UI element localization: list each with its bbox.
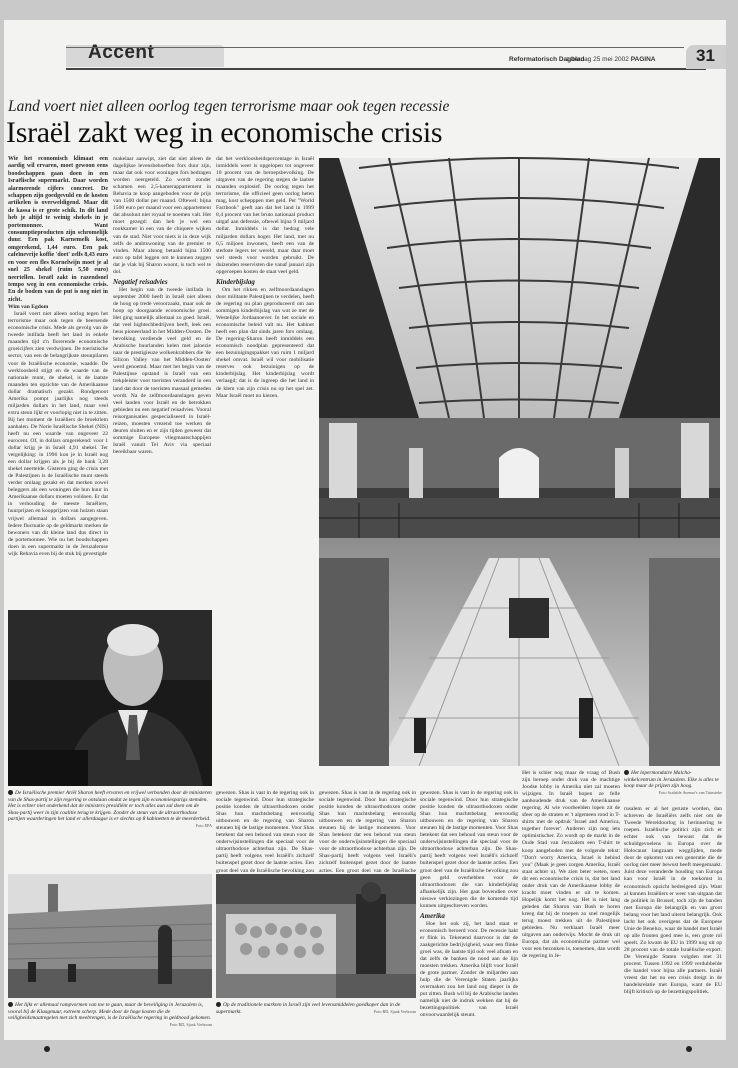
article-intro: Wie het economisch klimaat een aardig wil ervaren, moet gewoon eens boodschappen gaan doen in een Israëlische supermarkt. Daar worden alarmerende cijfers concreet. De schappen zijn goedgevuld en de kosten artikelen is overweldigend. Maar dit de kassa is er grote schik. In dit land heb je altijd te weinig shekels in je portemonnee. Want consumptieproducten zijn schromelijk duur. Een pak Karnemelk kost, omgerekend, 1,44 euro. Een pak cafeïnevrije koffie 'doet' zelfs 8,43 euro en voor een fles Kornelwijn moet je al snel 25 shekel (ruim 5,50 euro) neertellen. Israël zakt in razendsnel tempo weg in een economische crisis. En de bodem van de put is nog niet in zicht. [8, 156, 108, 303]
column-4-text-b: gewezen. Shas is vast in de regering ook in sociale tegenwind. Door hun strategische positie konden de ultraorthodoxen onder Shas hun machtsbelang eenvoudig uitbouwen en de regering van Sharon steunen bij de lastige momenten. Voor Shas betekent dat een behoud van steun voor de onderwijsinstellingen die speciaal voor de ultraorthodoxe achterban zijn. De Shas-partij heeft volgens veel Israëli's zichzelf buitenspel gezet door de laatste acties. Een groot deel van de Israëlische bevolking zou geen geld overhebben voor de ultraorthodoxen die van kinderbijslag afhankelijk zijn. Het gaat bovendien over nieuwe verkiezingen die de komende tijd kunnen uitgeschreven worden. [420, 790, 518, 909]
newspaper-page [4, 20, 726, 1040]
article-headline: Israël zakt weg in economische crisis [6, 116, 443, 149]
wall-credit: Foto RD, Sjaak Verboom [169, 1021, 212, 1027]
market-caption [216, 1002, 416, 1038]
caption-bullet [624, 770, 629, 775]
date-text: zaterdag 25 mei 2002 [566, 56, 629, 63]
wall-photo [8, 874, 212, 998]
sharon-photo [8, 610, 212, 786]
mall-caption-text: Het lopermondaire Malcha-winkelcentrum in Jeruzalem. Elke is alles te koop maar de prijzen zijn hoog. [624, 770, 719, 790]
column-2-text: makelaar aanwipt, ziet dat niet alleen de dagelijkse levensbehoeften fors duur zijn, maar dat ook voor woningen fors bedragen worden neergeteld. Zo wordt zonder schamen een 2,5-kamerappartement in Rehavia te koop aangeboden voor de prijs van 1500 dollar per maand. Oftewel: bijna 1500 euro per maand voor een appartement dat absoluut niet royaal te noemen valt. Het moet gezegd: dan heb je wel een rookkamer in een van de chiquere wijken van de stad. Niet voor niets is in deze wijk zelfs de ambtswoning van de premier te vinden. Maar alsnog betaald bijna 1500 euro op tafel leggen om te kunnen zeggen dat je vlak bij Sharon woont, is toch wel te dol. [113, 156, 211, 275]
column-3 [216, 156, 314, 752]
column-6-text: Het is schier nog maar de vraag of Bush zijn beroep onder druk van de machtige Joodse lobby in Amerika niet zal moeten wijzigen. In Israël hopen ze felle aanhoudende druk van de Amerikaanse regering. Al wie voorbeelden lopen zit de sfeer op de straten er 't algemeen rond in T-shirts met de opdruk 'Israel and America, together forever'. Anderen zijn nog iets optimistischer. Zo wordt op de markt in de Oude Stad van Jeruzalem een T-shirt te koop aangeboden met de volgende tekst: "Don't worry America, Israel is behind you" (Maak je geen zorgen Amerika, Israël staat achter u). We zien beter weten, toen dit een economische crisis is, dat het land onder druk van de Amerikaanse lobby de kracht moet vinden er uit te komen. Hopelijk komt het nog. Het is niet lang geleden dat Sharon van Bush te horen kreeg dat hij de troepen zo snel mogelijk terug moest trekken uit de Palestijnse gebieden. Nu verklaart Israël meer uitgaven aan onderwijs. Mocht de druk uit Europa, dat als economische partner wel voor een bezonken is, toenemen, dan wordt de regering in Je- [522, 770, 620, 960]
column-2-text-b: Het begin van de tweede intifada in september 2000 heeft in Israël niet alleen de hoog op trede veroorzaakt, maar ook de hoop op doorgaande economische groei. Het ging namelijk allemaal zo goed. Israël, dat veel hightechbedrijven heeft, leek een heus pioneerland in het Midden-Oosten. De bevolking verdiende veel geld en de Arabische buurlanden kelen met jaloezie naar de prestigieuze wolkenkrabbers die 'de Silicon Valley van het Midden-Oosten' werd genoemd. Maar met het begin van de Palestijnse opstand is Israël van een trekpleister voor toeristen veranderd in een land dat door de toeristen massaal gemeden wordt. Na de zelfmoordaanslagen geven veel landen voor Israël en de betrokken gebieden nu een negatief reisadvies. Vooral reisorganisaties gespecialiseerd in Israël-reizen, moesten vrezend toe werken de deuren sluiten en er zijn tijden geweest dat sommige Europese vliegmaatschappijen Israël vanuit Tel Aviv via speciaal bereikbaar waren. [113, 286, 211, 455]
column-1-text: Israël voert niet alleen oorlog tegen het terrorisme maar ook tegen de heersende economische crisis. Mede als gevolg van de tweede intifada heeft het land in enkele maanden tijd z'n florerende economische groeicijfers zien verdwijnen. De toeristische sector, van een de belangrijkste steunpilaren voor de Israëlische economie, waadde. De werkloosheid stijgt en de waarde van de nationale munt, de shekel, is de laatste maanden ten opzichte van de Amerikaanse dollar dramatisch gezakt. Rondgenoot Amerika pompt jaarlijks nog steeds miljarden dollars in het land, maar veel extra steun lijkt er voorlopig niet in te zitten. Bij het moment de Israëliers de broekriem aanhalen. De Norie Israëlische Shekel (NIS) heeft nu een waarde van ongeveer 22 eurocent. Of, in dollars omgerekend: voor 1 dollar krijg je in Israël 4,91 shekel. Ter vergelijking: in 1996 kon je in Israël nog een dollar krijgen als je bij de bank 3,28 shekel neertelde. Gisteren ging de crisis met de Palestijnen is de Israëlische munt steeds verder omlaag gezakt en dat merken zowel beleggers als een woningen die hun huur in Amerikaanse dollars moeten voldoen. Er dat in verhouding de meeste Israëliers, huurprijzen en koopprijzen van huizen staan vrijwel allemaal in dollars aangegeven. Iedere fluctuatie op de geldmarkt merken de bewoners van dit kleine land dus direct in de portemonnee. Wie nu het boodschappen doen in een supermarkt in de Jeruzalemse wijk Rehavia even bij de stuk bij gevestigde [8, 311, 108, 557]
article-kicker: Land voert niet alleen oorlog tegen terrorisme maar ook tegen recessie [8, 98, 450, 115]
column-4-text: gewezen. Shas is vast in de regering ook in sociale tegenwind. Door hun strategische positie konden de ultraorthodoxen onder Shas hun machtsbelang eenvoudig uitbouwen en de regering van Sharon steunen bij de lastige momenten. Voor Shas betekent dat een behoud van steun voor de onderwijsinstellingen die speciaal voor de ultraorthodoxe achterban zijn. De Shas-partij heeft volgens veel Israëli's zichzelf buitenspel gezet door de laatste acties. Een groot deel van de Israëlische [319, 790, 416, 874]
subhead-amerika: Amerika [420, 911, 445, 920]
mall-photo [319, 158, 720, 766]
column-3-text: dat het werkloosheidspercentage in Israël inmiddels weer is opgelopen tot ongeveer 10 procent van de beroepsbevolking. De uitgaven van de regering stegen de laatste maanden explosief. De oorlog tegen het terrorisme, die officieel geen oorlog heten mag, kost schepppen met geld. Per "World Factbook" geeft aan dat het land in 1999 8,4 procent van het bruto nationaal product uitgaf aan defensie, oftewel bijna 9 miljard dollar. Inmiddels is dat bedrag vele miljarden dollars hoger. Het land, met nu 6,5 miljoen inwoners, heeft een van de sterkste legers ter wereld, maar daar moet wel steeds voor worden gebruikt. De duizenden reservisten die vanaf januari zijn opgeroepen kosten de staat veel geld. [216, 156, 314, 275]
paper-date [566, 56, 656, 63]
paper-name: Reformatorisch Dagblad [509, 56, 585, 63]
column-1 [8, 156, 108, 608]
registration-mark [686, 1046, 692, 1052]
sharon-caption-text: De Israëlische premier Ariël Sharon heeft ervaren en vrijwel verbonden door de ministeren van de Shas-partij te zijn regering te ontslaan omdat ze tegen zijn economiesparigs stemden. Het is echter niet onderkend dat de ministers presidiënt er toch alles aan zal doen om de Shas-partij weer in zijn coalitie terug te krijgen. Zonder de steun van de ultraorthodoxe partijen waarderingen het land er allerdaagse is er slechts op 8 kabinetten te de meerderheid. [8, 790, 212, 823]
page-header [4, 20, 726, 68]
market-image [216, 874, 416, 998]
market-caption-text: Op de traditionele markten in Israël zijn veel levensmiddelen goedkoper dan in de supermarkt. [216, 1002, 401, 1015]
registration-mark [44, 1046, 50, 1052]
wall-caption-text: Het lijkt er allemaal rampvormen van toe te gaan, maar de beveiliging in Jeruzalem is, vooral bij de Klaagmuur, extreem scherp. Mede door de hoge kosten die de veiligheidsmaatregelen met zich meebrengen, is de Israëlische regering in geldnood gekomen. [8, 1002, 211, 1022]
mall-credit: Foto Scalable Avenue's van Tuinsteke [658, 789, 722, 795]
header-rule [66, 47, 684, 48]
header-bottom-rule [66, 68, 706, 70]
column-7-text: rusalem er al het geruste worden, dan schreven de Israëliërs zelfs niet om de Tweede Wereldoorlog in herinnering te roepen. Israëlische politici zijn zich er echter ook van bewust dat de schuldgevoelens in Europa over de Holocaust langzaam wegglijden, mede door de opkomst van een generatie die de oorlog niet meer bewust heeft meegemaakt. Juist deze veranderde houding van Europa kan voor Israël in de toekomst in economisch opzicht bedreigend zijn. Want al kunnen Israëliers er weer van uitgaan dat de politiek in Brussel, toch zijn de banden met Europa die belangrijk en van groot belang voor het land uiterst belangrijk. Ook lacht het ook overigens dat de Europese Unie de Benelux, waar de handel met Israël op alle fronten goed mee is, een grote rol speelt. Zo kwam de EU in 1999 nog uit op 28 procent van de totale Israëlische export. De Verenigde Staten volgden met 31 procent. Tussen 1992 en 1999 verdubbelde die handel voor bijna alle partners. Israël vreest dat het nu een crisis dreigt in de handelsrelatie met Europa, want de EU blijft kritisch op de bezettingspolitiek. [624, 806, 722, 996]
mall-caption [624, 770, 722, 800]
column-2-lower-text: gewezen. Shas is vast in de regering ook in sociale tegenwind. Door hun strategische positie konden de ultraorthodoxen onder Shas hun machtsbelang eenvoudig uitbouwen en de regering van Sharon steunen bij de lastige momenten. Voor Shas betekent dat een behoud van steun voor de onderwijsinstellingen die speciaal voor de ultraorthodoxe achterban zijn. De Shas-partij heeft volgens veel Israëli's zichzelf buitenspel gezet door de laatste acties. Een groot deel van de Israëlische bevolking zou [216, 790, 314, 874]
column-6 [522, 770, 620, 1038]
subhead-reisadvies: Negatief reisadvies [113, 277, 168, 286]
caption-bullet [8, 790, 13, 795]
column-4 [319, 790, 416, 874]
caption-bullet [8, 1002, 13, 1007]
byline: Wim van Egdom [8, 304, 49, 311]
column-5 [420, 790, 518, 1038]
column-2-lower [216, 790, 314, 874]
wall-image [8, 874, 212, 998]
column-3-text-b: Om het rikken en zelfmoordaanslagen door militante Palestijnen te verdelen, heeft de regering nu plan geproduceerd om aan sommigen kinderbijslag van wat ze met de Westelijke Jordaanoever. In het sociale en economische beleid valt nu. Het kabinet heeft een plan dat sinds jaren fors omlaag. De regering-Sharon heeft inmiddels een economisch noodplan gepresenteerd dat een bezuinigingspakket van ruim 1 miljard shekel omvat. Israël wil voor mobilisatie reserves ook bezuinigen op de kinderbijslag. Het kinderbijslag wordt verlaagd; dat is de ingreep die het land in de klem van zijn crisis nu op het spel zet. Maar Israël moet nu kiezen. [216, 286, 314, 399]
column-7 [624, 806, 722, 1038]
column-2 [113, 156, 211, 608]
sharon-credit: Foto EPA [195, 822, 212, 828]
page-number: 31 [696, 46, 715, 65]
market-photo [216, 874, 416, 998]
mall-image [319, 158, 720, 766]
market-credit: Foto RD, Sjaak Verboom [373, 1008, 416, 1014]
column-5-text: Hoe het ook zij, het land staat er economisch beroerd voor. De recessie hakt er flink in. Tekenend daarvoor is dat de zaakgerichte bedrijvigheid, waar een flinke groei was, de laatste tijd ook veel afnam en dat zelfs de banken de nood aan de lijn moesten trekken. Amerika blijft voor Israël de grote partner. Zonder de miljarden aan hulp die de Verenigde Staten jaarlijks overmaken zou het land nog dieper in de put zitten. Bush wil bij de Arabische landen namelijk niet de indruk wekken dat hij de bezettingspolitiek van Israël onvoorwaardelijk steunt. [420, 920, 518, 1019]
page-label: PAGINA [630, 56, 656, 63]
section-title: Accent [88, 42, 155, 63]
sharon-image [8, 610, 212, 786]
wall-caption [8, 1002, 212, 1038]
subhead-kinderbijslag: Kinderbijslag [216, 277, 255, 286]
caption-bullet [216, 1002, 221, 1007]
sharon-caption [8, 790, 212, 870]
